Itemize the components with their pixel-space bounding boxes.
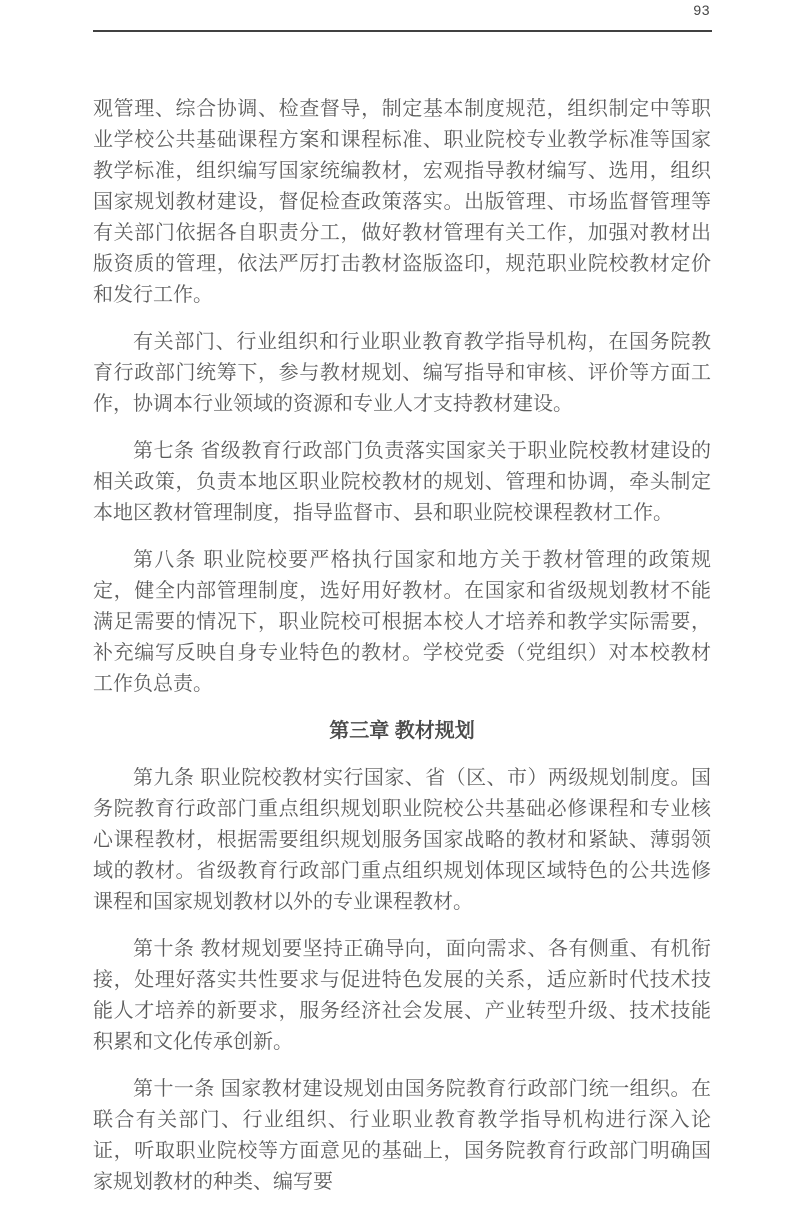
page-number: 93 [693, 2, 710, 18]
paragraph-article-8: 第八条 职业院校要严格执行国家和地方关于教材管理的政策规定，健全内部管理制度，选好用好教材。在国家和省级规划教材不能满足需要的情况下，职业院校可根据本校人才培养和教学实际需要，补充编写反映自身专业特色的教材。学校党委（党组织）对本校教材工作负总责。 [93, 549, 711, 695]
paragraph-continuation: 观管理、综合协调、检查督导，制定基本制度规范，组织制定中等职业学校公共基础课程方案和课程标准、职业院校专业教学标准等国家教学标准，组织编写国家统编教材，宏观指导教材编写、选用，组织国家规划教材建设，督促检查政策落实。出版管理、市场监督管理等有关部门依据各自职责分工，做好教材管理有关工作，加强对教材出版资质的管理，依法严厉打击教材盗版盗印，规范职业院校教材定价和发行工作。 [93, 98, 711, 306]
document-body [93, 94, 711, 1214]
paragraph-article-11: 第十一条 国家教材建设规划由国务院教育行政部门统一组织。在联合有关部门、行业组织、行业职业教育教学指导机构进行深入论证，听取职业院校等方面意见的基础上，国务院教育行政部门明确国家规划教材的种类、编写要 [93, 1078, 711, 1193]
paragraph-article-9: 第九条 职业院校教材实行国家、省（区、市）两级规划制度。国务院教育行政部门重点组织规划职业院校公共基础必修课程和专业核心课程教材，根据需要组织规划服务国家战略的教材和紧缺、薄弱领域的教材。省级教育行政部门重点组织规划体现区域特色的公共选修课程和国家规划教材以外的专业课程教材。 [93, 767, 711, 913]
paragraph-article-10: 第十条 教材规划要坚持正确导向，面向需求、各有侧重、有机衔接，处理好落实共性要求与促进特色发展的关系，适应新时代技术技能人才培养的新要求，服务经济社会发展、产业转型升级、技术技能积累和文化传承创新。 [93, 938, 711, 1053]
paragraph-article-7: 第七条 省级教育行政部门负责落实国家关于职业院校教材建设的相关政策，负责本地区职业院校教材的规划、管理和协调，牵头制定本地区教材管理制度，指导监督市、县和职业院校课程教材工作。 [93, 440, 711, 524]
header-rule [93, 30, 712, 32]
paragraph: 有关部门、行业组织和行业职业教育教学指导机构，在国务院教育行政部门统筹下，参与教材规划、编写指导和审核、评价等方面工作，协调本行业领域的资源和专业人才支持教材建设。 [93, 331, 711, 415]
chapter-heading: 第三章 教材规划 [329, 720, 475, 742]
